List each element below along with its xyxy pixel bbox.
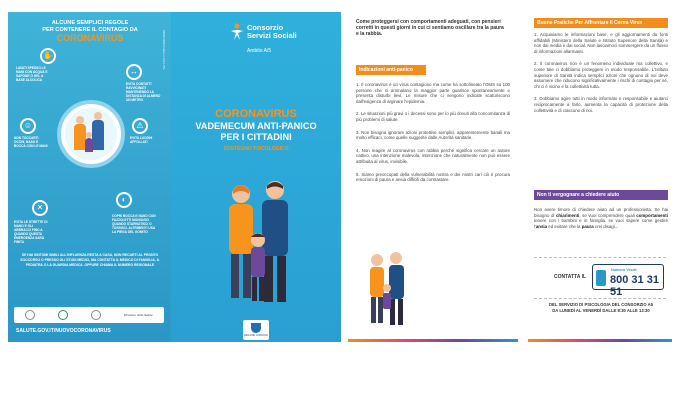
list-item: 2. Il coronavirus non è un fenomeno individuale ma collettivo, e come tale ci dobbiamo proteggere in modo responsabile. L'Istituto superiore di Sanità indica semplici azioni che ognuno di noi deve assumere che riducono significativamente i rischi di contagio per sé, chi ci è vicino e la collettività tutta.	[534, 61, 668, 89]
shield-icon	[251, 323, 261, 333]
list-item: 4. Non reagire al coronavirus con rabbia perché significa cercare un autore cattivo, una intenzione malevola, intenzione che naturalmente non può essere attribuita al virus, invisibile.	[356, 147, 510, 164]
help-text-2: , se vuoi comprendere quali	[579, 212, 637, 218]
caduceus-icon	[91, 310, 101, 320]
cover-panel	[171, 12, 341, 342]
tip-no-touch-face: NON TOCCARTI OCCHI, NASO E BOCCA CON LE MANI	[14, 136, 48, 148]
help-text-3: tenere con i bambini e in famiglia, se vuoi sapere come gestire l'	[534, 218, 668, 229]
handwash-icon: ✋	[40, 48, 56, 64]
anti-panic-list	[356, 82, 510, 190]
vertical-caption: MINISTERO DELLA SALUTE	[162, 30, 166, 70]
ministry-logo-text: Ministero della Salute	[123, 313, 153, 317]
cover-family-illustration	[213, 180, 303, 310]
intro-text: Come proteggersi con comportamenti adeguati, con pensieri corretti in questi giorni in cui ci sentiamo oscillare tra la paura e la rabbia.	[356, 19, 504, 38]
leaflet	[8, 12, 672, 342]
cover-title: CORONAVIRUS	[215, 108, 297, 120]
help-text-5: crei disagi...	[593, 223, 619, 229]
good-practices-panel	[528, 12, 672, 342]
list-item: 3. Dobbiamo agire tutti in modo informato e responsabile e aiutarci reciprocamente a farlo, aumenta la capacità di protezione della collettività e di ciascuno di noi.	[534, 96, 668, 113]
color-stripe	[528, 339, 672, 342]
cover-subtitle	[171, 121, 341, 142]
face-icon: ☺	[20, 118, 36, 134]
help-text-4: ed evitare che la	[547, 223, 582, 229]
list-item: 3. Non bisogna ignorare azioni protettive semplici, apparentemente banali ma molto efficaci, come quelle suggerite dalle Autorità sanitarie.	[356, 129, 510, 141]
section-anti-panic: Indicazioni anti-panico	[356, 65, 426, 75]
brand-line2: Servizi Sociali	[247, 31, 297, 40]
list-item: 1. Acquisiamo le informazioni base, e gli aggiornamenti da fonti affidabili (Ministero della Salute e Istituto Superiore della Sanità) e non dai media e dai social. Non lasciamoci sommergere da un flusso di informazioni allarmanti.	[534, 32, 668, 54]
tip-no-handshake: EVITA LE STRETTE DI MANO E GLI ABBRACCI FINO A QUANDO QUESTA EMERGENZA SARÀ FINITA	[14, 220, 48, 244]
regione-campania-logo	[243, 320, 269, 340]
service-name: DEL SERVIZIO DI PSICOLOGIA DEL CONSORZIO A5	[549, 302, 653, 307]
service-hours	[534, 302, 668, 313]
brand-ambito: Ambito A/5	[247, 48, 272, 54]
brand-line1: Consorzio	[247, 23, 284, 32]
cover-support-label: SOSTEGNO PSICOLOGICO	[223, 146, 289, 152]
rules-title	[16, 20, 164, 42]
section-ask-help: Non ti vergognare a chiedere aiuto	[534, 190, 668, 200]
help-text	[534, 207, 668, 229]
anti-panic-panel	[348, 12, 518, 342]
help-bold-anxiety: ansia	[535, 223, 548, 229]
region-logo-text: REGIONE CAMPANIA	[244, 334, 268, 337]
crowd-icon: ⚠	[132, 118, 148, 134]
color-stripe	[348, 339, 518, 342]
section-good-practices: Buone Pratiche Per Affrontare Il Corna Virus	[534, 18, 668, 28]
rules-title-coronavirus: CORONAVIRUS	[56, 33, 124, 43]
phone-number[interactable]: 800 31 31 51	[610, 274, 659, 298]
flag-icon	[58, 310, 68, 320]
help-text-1: Non avere timore di chiedere aiuto ad un professionista. Se hai bisogno di	[534, 207, 668, 218]
help-bold-fear: paura	[581, 223, 594, 229]
contact-label: CONTATTA IL	[554, 274, 587, 280]
service-schedule: DA LUNEDÌ AL VENERDÌ DALLE 8:30 ALLE 13:30	[552, 307, 650, 313]
family-small-illustration	[362, 252, 412, 327]
help-bold-clarifications: chiarimenti	[555, 212, 580, 218]
list-item: 1. Il coronavirus è un virus contagioso ma come ha sottolineato l'OMS su 100 persone che si ammalano la maggior parte guarisce spontaneamente e presenta disturbi lievi. Le misure che ci vengono indicate scaturiscono dall'esigenza di arginare l'epidemia.	[356, 82, 510, 104]
cover-subtitle-line1: VADEMECUM ANTI-PANICO	[195, 121, 317, 131]
tip-wash-hands: LAVATI SPESSO LE MANI CON ACQUA E SAPONE O GEL A BASE ALCOLICA	[16, 66, 48, 82]
symptoms-note: SE HAI SINTOMI SIMILI ALL'INFLUENZA RESTA A CASA, NON RECARTI AL PRONTO SOCCORSO O PRESSO GLI STUDI MEDICI, MA CONTATTA IL MEDICO DI FAMIGLIA, IL PEDIATRA O LA GUARDIA MEDICA. OPPURE CHIAMA IL NUMERO REGIONALE	[20, 253, 160, 267]
consorzio-logo-icon	[229, 23, 245, 41]
help-bold-behaviours: comportamenti	[636, 212, 668, 218]
ministry-url: SALUTE.GOV.IT/NUOVOCORONAVIRUS	[16, 328, 111, 334]
rules-title-line1: ALCUNE SEMPLICI REGOLE	[51, 20, 129, 26]
handshake-icon: ✕	[32, 200, 48, 216]
institution-logos	[14, 307, 164, 323]
tissue-icon: ◐	[116, 192, 132, 208]
distance-icon: ↔	[126, 64, 142, 80]
list-item: 5. Siamo preoccupati della vulnerabilità nostra e dei nostri cari ciò è procura emozioni di paura e ansia difficili da contrastare.	[356, 171, 510, 183]
contact-box	[534, 257, 666, 299]
infographic-panel	[8, 12, 171, 342]
good-practices-list	[534, 32, 668, 120]
consorzio-name	[247, 24, 297, 40]
list-item: 2. Le situazioni più gravi o i decessi sono per lo più dovuti alla concomitanza di più problemi di salute.	[356, 111, 510, 122]
tip-cover-mouth: COPRI BOCCA E NASO CON FAZZOLETTI MONOUSO QUANDO STARNUTISCI O TOSSISCI. ALTRIMENTI USA LA PIEGA DEL GOMITO	[112, 214, 156, 234]
phone-icon	[596, 270, 606, 286]
cover-subtitle-line2: PER I CITTADINI	[220, 131, 292, 142]
toll-free-label: Numero Verde	[611, 268, 637, 272]
phone-box[interactable]	[592, 264, 664, 298]
rules-title-line2: PER CONTENERE IL CONTAGIO DA	[42, 27, 138, 33]
tip-distance: EVITA CONTATTI RAVVICINATI MANTENENDO LA DISTANZA DI ALMENO UN METRO	[126, 82, 161, 102]
tip-avoid-crowds: EVITA LUOGHI AFFOLLATI	[130, 136, 153, 144]
emblem-icon	[25, 310, 35, 320]
